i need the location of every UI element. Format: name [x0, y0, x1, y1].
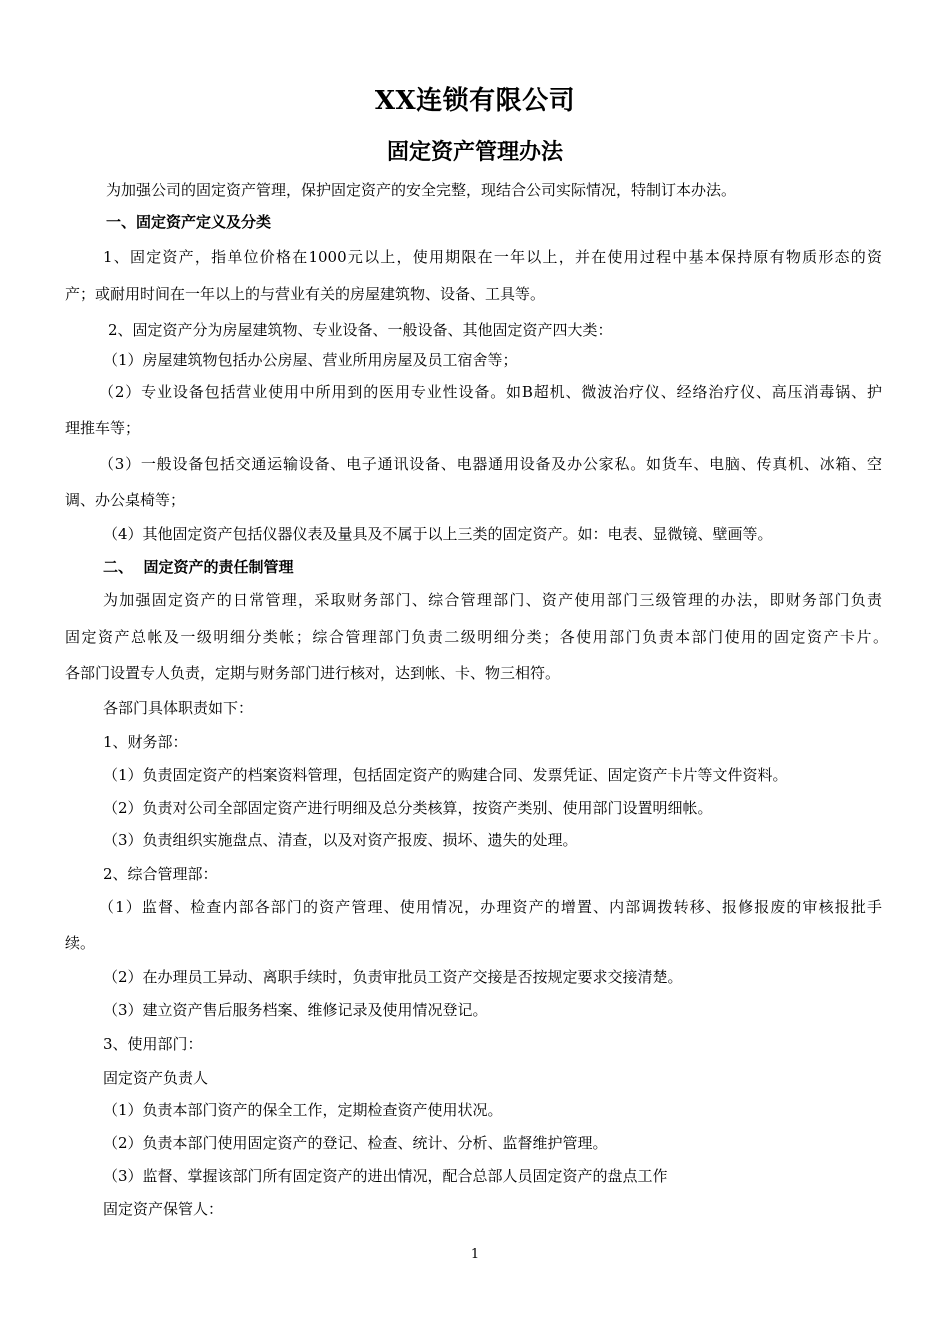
- s1-item-4: （4）其他固定资产包括仪器仪表及量具及不属于以上三类的固定资产。如：电表、显微镜、壁画等。: [103, 525, 773, 543]
- page-number: 1: [470, 1247, 480, 1262]
- s1-item-1: （1）房屋建筑物包括办公房屋、营业所用房屋及员工宿舍等；: [103, 351, 518, 369]
- dept-3-item-2: （2）负责本部门使用固定资产的登记、检查、统计、分析、监督维护管理。: [103, 1134, 608, 1152]
- dept-2-item-3: （3）建立资产售后服务档案、维修记录及使用情况登记。: [103, 1001, 488, 1019]
- s1-para-2: 2、固定资产分为房屋建筑物、专业设备、一般设备、其他固定资产四大类：: [108, 321, 613, 339]
- s1-para-1-line-1: 1、固定资产，指单位价格在1000元以上，使用期限在一年以上，并在使用过程中基本保持原有物质形态的资: [103, 248, 882, 266]
- dept-2-item-1-line-2: 续。: [65, 934, 96, 952]
- dept-3-item-3: （3）监督、掌握该部门所有固定资产的进出情况，配合总部人员固定资产的盘点工作: [103, 1167, 668, 1185]
- s1-item-2-line-2: 理推车等；: [65, 419, 141, 437]
- s1-para-1-line-2: 产；或耐用时间在一年以上的与营业有关的房屋建筑物、设备、工具等。: [65, 285, 546, 303]
- section-1-heading: 一、固定资产定义及分类: [106, 213, 272, 231]
- s2-para-1-line-1: 为加强固定资产的日常管理，采取财务部门、综合管理部门、资产使用部门三级管理的办法，即财务部门负责: [103, 591, 882, 609]
- dept-2-item-2: （2）在办理员工异动、离职手续时，负责审批员工资产交接是否按规定要求交接清楚。: [103, 968, 683, 986]
- dept-1-title: 1、财务部：: [103, 733, 188, 751]
- company-name: XX连锁有限公司: [374, 86, 576, 116]
- dept-3-title: 3、使用部门：: [103, 1035, 203, 1053]
- dept-1-item-2: （2）负责对公司全部固定资产进行明细及总分类核算，按资产类别、使用部门设置明细帐。: [103, 799, 713, 817]
- dept-3-subtitle-1: 固定资产负责人: [103, 1069, 209, 1087]
- s1-item-2-line-1: （2）专业设备包括营业使用中所用到的医用专业性设备。如B超机、微波治疗仪、经络治疗仪、高压消毒锅、护: [99, 383, 882, 401]
- s2-para-1-line-2: 固定资产总帐及一级明细分类帐；综合管理部门负责二级明细分类；各使用部门负责本部门使用的固定资产卡片。: [65, 628, 888, 646]
- dept-1-item-3: （3）负责组织实施盘点、清查，以及对资产报废、损坏、遗失的处理。: [103, 831, 578, 849]
- dept-2-title: 2、综合管理部：: [103, 865, 218, 883]
- dept-1-item-1: （1）负责固定资产的档案资料管理，包括固定资产的购建合同、发票凭证、固定资产卡片等文件资料。: [103, 766, 788, 784]
- s2-para-1-line-3: 各部门设置专人负责，定期与财务部门进行核对，达到帐、卡、物三相符。: [65, 664, 561, 682]
- document-title: 固定资产管理办法: [386, 139, 563, 165]
- dept-3-item-1: （1）负责本部门资产的保全工作，定期检查资产使用状况。: [103, 1101, 503, 1119]
- s2-para-2: 各部门具体职责如下：: [103, 699, 254, 717]
- intro-paragraph: 为加强公司的固定资产管理，保护固定资产的安全完整，现结合公司实际情况，特制订本办法。: [106, 181, 737, 199]
- section-2-heading: 二、 固定资产的责任制管理: [103, 558, 294, 576]
- s1-item-3-line-1: （3）一般设备包括交通运输设备、电子通讯设备、电器通用设备及办公家私。如货车、电脑、传真机、冰箱、空: [99, 455, 882, 473]
- dept-3-subtitle-2: 固定资产保管人：: [103, 1200, 224, 1218]
- dept-2-item-1-line-1: （1）监督、检查内部各部门的资产管理、使用情况，办理资产的增置、内部调拨转移、报修报废的审核报批手: [99, 898, 882, 916]
- s1-item-3-line-2: 调、办公桌椅等；: [65, 491, 186, 509]
